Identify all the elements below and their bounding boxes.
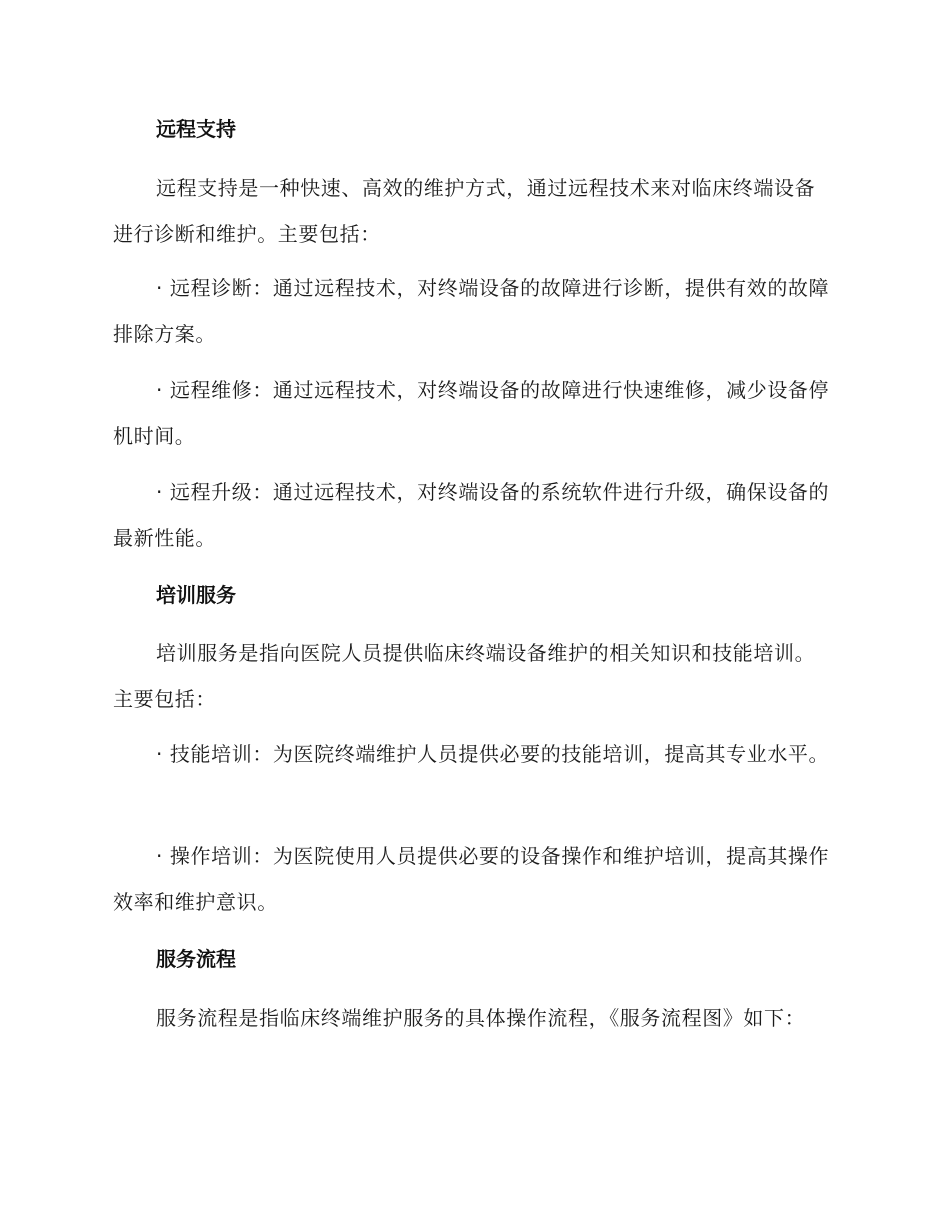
list-item-skill-training: · 技能培训：为医院终端维护人员提供必要的技能培训，提高其专业水平。 [156, 742, 830, 766]
remote-support-intro: 远程支持是一种快速、高效的维护方式，通过远程技术来对临床终端设备进行诊断和维护。主要包括： [113, 176, 816, 246]
section-heading-service-process: 服务流程 [156, 947, 236, 971]
list-item-remote-upgrade: · 远程升级：通过远程技术，对终端设备的系统软件进行升级，确保设备的最新性能。 [113, 480, 830, 550]
service-process-intro: 服务流程是指临床终端维护服务的具体操作流程，《服务流程图》如下： [156, 1006, 806, 1030]
section-heading-training: 培训服务 [156, 583, 236, 607]
list-item-remote-diagnosis: · 远程诊断：通过远程技术，对终端设备的故障进行诊断，提供有效的故障排除方案。 [113, 276, 830, 346]
list-item-operation-training: · 操作培训：为医院使用人员提供必要的设备操作和维护培训，提高其操作效率和维护意识。 [113, 844, 830, 914]
training-intro: 培训服务是指向医院人员提供临床终端设备维护的相关知识和技能培训。主要包括： [113, 641, 816, 711]
list-item-remote-repair: · 远程维修：通过远程技术，对终端设备的故障进行快速维修，减少设备停机时间。 [113, 378, 830, 448]
section-heading-remote-support: 远程支持 [156, 117, 236, 141]
